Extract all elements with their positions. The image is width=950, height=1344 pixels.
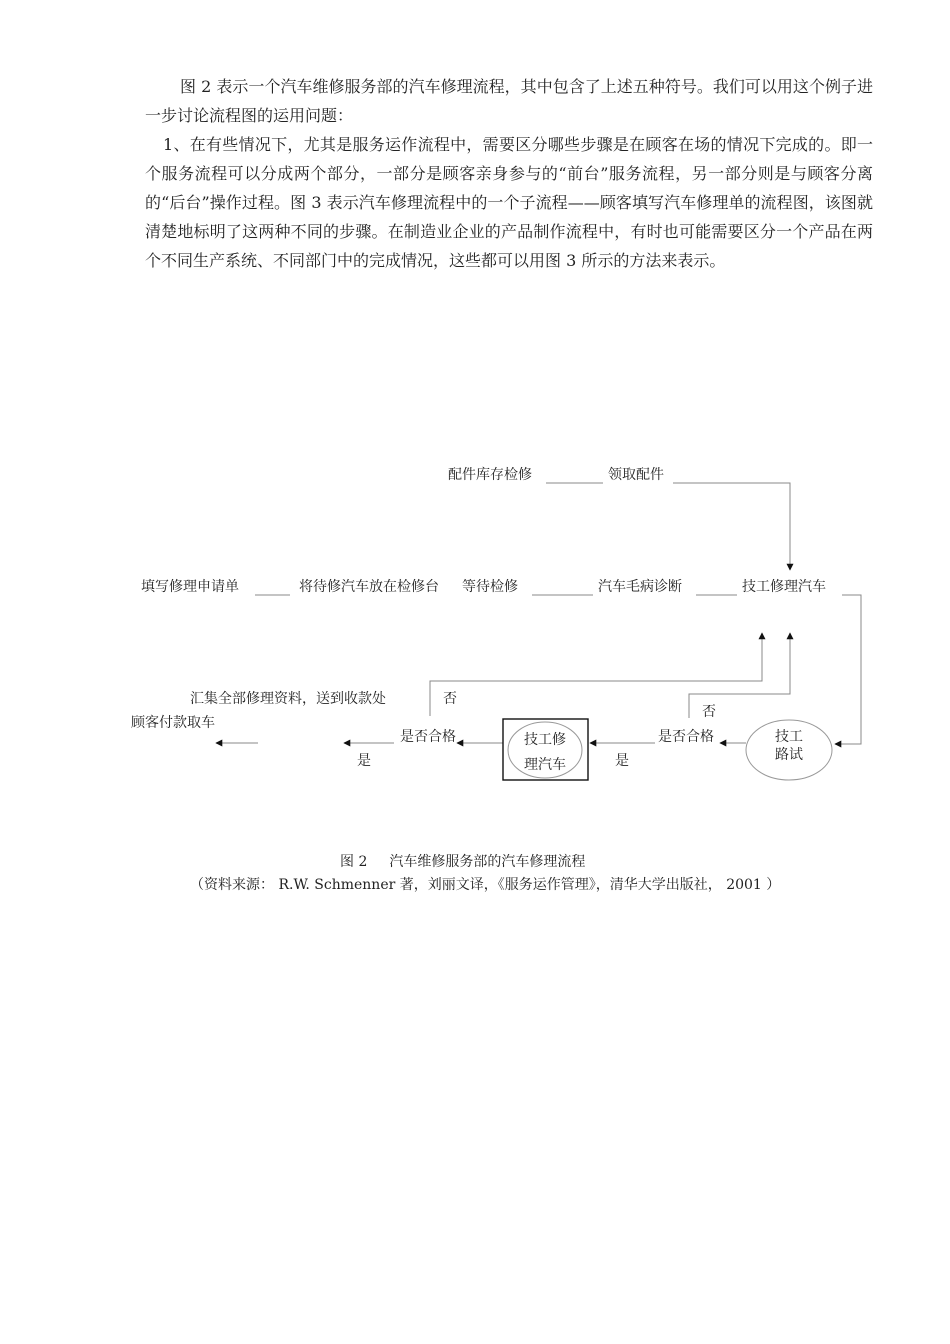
node-diagnose: 汽车毛病诊断 — [598, 579, 682, 595]
node-get-parts: 领取配件 — [608, 467, 664, 483]
label-yes-left: 是 — [357, 753, 371, 769]
node-tech-repair: 技工修理汽车 — [742, 579, 826, 595]
node-rework-line2: 理汽车 — [524, 757, 566, 773]
figure-source: （资料来源： R.W. Schmenner 著，刘丽文译，《服务运作管理》，清华大学出版社， 2001 ） — [190, 877, 781, 893]
node-parts-inventory: 配件库存检修 — [448, 467, 532, 483]
node-collect-docs: 汇集全部修理资料，送到收款处 — [190, 691, 386, 707]
figure-number: 图 2 — [340, 854, 368, 870]
node-fill-form: 填写修理申请单 — [141, 579, 239, 595]
node-rework-line1: 技工修 — [524, 732, 566, 748]
label-yes-mid: 是 — [615, 753, 629, 769]
node-customer-pay: 顾客付款取车 — [131, 715, 215, 731]
node-place-car: 将待修汽车放在检修台 — [299, 579, 439, 595]
node-road-test-line1: 技工 — [775, 729, 803, 745]
figure-caption — [340, 851, 585, 871]
node-road-test-line2: 路试 — [775, 747, 803, 763]
node-check-right: 是否合格 — [658, 729, 714, 745]
paragraph-point-1: 1、在有些情况下，尤其是服务运作流程中，需要区分哪些步骤是在顾客在场的情况下完成的。即一个服务流程可以分成两个部分，一部分是顾客亲身参与的“前台”服务流程，另一部分则是与顾客分离的“后台”操作过程。图 3 表示汽车修理流程中的一个子流程——顾客填写汽车修理单的流程图，该图就清楚地标明了这两种不同的步骤。在制造业企业的产品制作流程中，有时也可能需要区分一个产品在两个不同生产系统、不同部门中的完成情况，这些都可以用图 3 所示的方法来表示。 — [145, 135, 873, 270]
paragraph-intro: 图 2 表示一个汽车维修服务部的汽车修理流程，其中包含了上述五种符号。我们可以用这个例子进一步讨论流程图的运用问题： — [145, 77, 873, 125]
arrow-parts-to-repair — [673, 483, 790, 570]
arrow-repair-to-road-test — [835, 595, 861, 744]
node-check-left: 是否合格 — [400, 729, 456, 745]
label-no-left: 否 — [443, 691, 457, 707]
node-wait-repair: 等待检修 — [462, 579, 518, 595]
figure-title: 汽车维修服务部的汽车修理流程 — [389, 854, 586, 870]
label-no-right: 否 — [702, 704, 716, 720]
